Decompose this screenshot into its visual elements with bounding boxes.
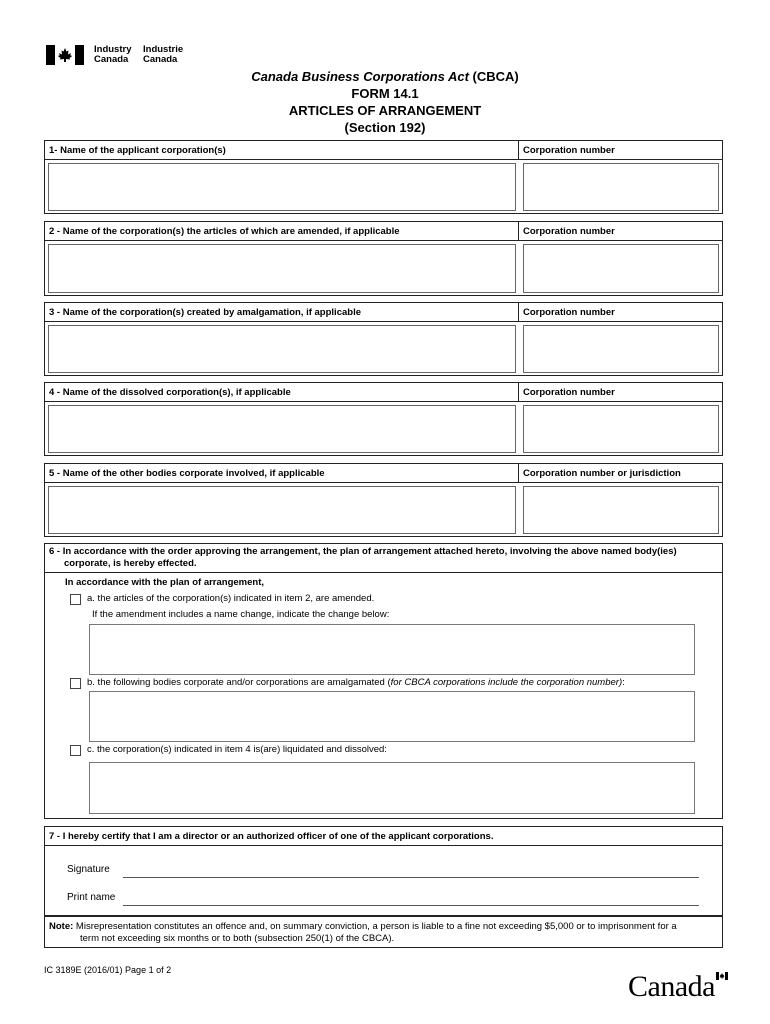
wordmark-flag-icon [716,972,728,980]
applicant-name-field[interactable] [48,163,516,211]
signature-label: Signature [67,864,110,875]
dept-fr-line2: Canada [143,54,178,65]
note-label: Note: [49,921,74,932]
department-name-fr [143,45,183,65]
act-abbr: (CBCA) [472,69,519,84]
other-bodies-name-field[interactable] [48,486,516,534]
dissolved-corp-name-field[interactable] [48,405,516,453]
liquidated-corp-field[interactable] [89,762,695,814]
section-3-label: 3 - Name of the corporation(s) created by amalgamation, if applicable [45,303,519,322]
dept-en-line2: Canada [94,54,129,65]
option-b-label [87,677,625,688]
amended-corp-number-field[interactable] [523,244,719,293]
section-7-label: 7 - I hereby certify that I am a director or an authorized officer of one of the applicant corporations. [45,827,722,846]
form-number: FORM 14.1 [351,86,419,101]
section-1-applicant [44,140,723,214]
section-1-label: 1- Name of the applicant corporation(s) [45,141,519,160]
form-code: IC 3189E (2016/01) Page 1 of 2 [44,965,172,975]
print-name-label: Print name [67,892,116,903]
section-4-label: 4 - Name of the dissolved corporation(s), if applicable [45,383,519,402]
option-a-note: If the amendment includes a name change, indicate the change below: [92,609,390,620]
section-4-dissolved [44,382,723,456]
section-2-label: 2 - Name of the corporation(s) the articles of which are amended, if applicable [45,222,519,241]
dept-fr-line1: Industrie [143,44,184,55]
section-7-certification [44,826,723,916]
option-b-italic-note: for CBCA corporations include the corporation number) [390,677,623,688]
option-c-label: c. the corporation(s) indicated in item 4 is(are) liquidated and dissolved: [87,744,387,755]
option-a-label: a. the articles of the corporation(s) indicated in item 2, are amended. [87,593,375,604]
act-name: Canada Business Corporations Act [251,69,469,84]
name-change-field[interactable] [89,624,695,675]
act-title [0,68,770,85]
dept-en-line1: Industry [94,44,132,55]
note-line1 [49,921,677,933]
wordmark-text: Canada [628,970,715,1003]
form-title: ARTICLES OF ARRANGEMENT [288,103,482,118]
amalgamated-bodies-field[interactable] [89,691,695,742]
canada-wordmark [628,970,715,1004]
note-text-2: term not exceeding six months or to both (subsection 250(1) of the CBCA). [80,933,395,944]
section-reference: (Section 192) [344,120,426,135]
canada-flag-logo [46,45,84,65]
section-1-corp-number-label: Corporation number [519,141,722,160]
section-6-label-line1: 6 - In accordance with the order approving the arrangement, the plan of arrangement attached hereto, involving the above named body(ies) [49,546,677,557]
option-a-checkbox[interactable] [70,594,81,605]
section-5-jurisdiction-label: Corporation number or jurisdiction [519,464,722,483]
dissolved-corp-number-field[interactable] [523,405,719,453]
section-3-amalgamation [44,302,723,376]
note-box [44,916,723,948]
print-name-field[interactable] [123,904,699,906]
section-6-arrangement [44,543,723,819]
section-6-divider [45,572,722,573]
section-3-corp-number-label: Corporation number [519,303,722,322]
plan-intro: In accordance with the plan of arrangement, [65,577,265,588]
amalgamated-corp-name-field[interactable] [48,325,516,373]
section-5-label: 5 - Name of the other bodies corporate involved, if applicable [45,464,519,483]
section-2-corp-number-label: Corporation number [519,222,722,241]
section-4-corp-number-label: Corporation number [519,383,722,402]
option-b-text: b. the following bodies corporate and/or corporations are amalgamated ( [87,677,391,688]
note-text-1: Misrepresentation constitutes an offence and, on summary conviction, a person is liable to a fine not exceeding $5,000 or to imprisonment for a [75,921,677,932]
amalgamated-corp-number-field[interactable] [523,325,719,373]
section-2-amended [44,221,723,296]
section-5-other-bodies [44,463,723,537]
department-name-en [94,45,131,65]
form-title-block [0,68,770,136]
applicant-corp-number-field[interactable] [523,163,719,211]
amended-corp-name-field[interactable] [48,244,516,293]
section-6-label-line2: corporate, is hereby effected. [64,558,197,569]
signature-field[interactable] [123,876,699,878]
option-b-colon: : [622,677,625,688]
other-bodies-number-field[interactable] [523,486,719,534]
option-c-checkbox[interactable] [70,745,81,756]
option-b-checkbox[interactable] [70,678,81,689]
